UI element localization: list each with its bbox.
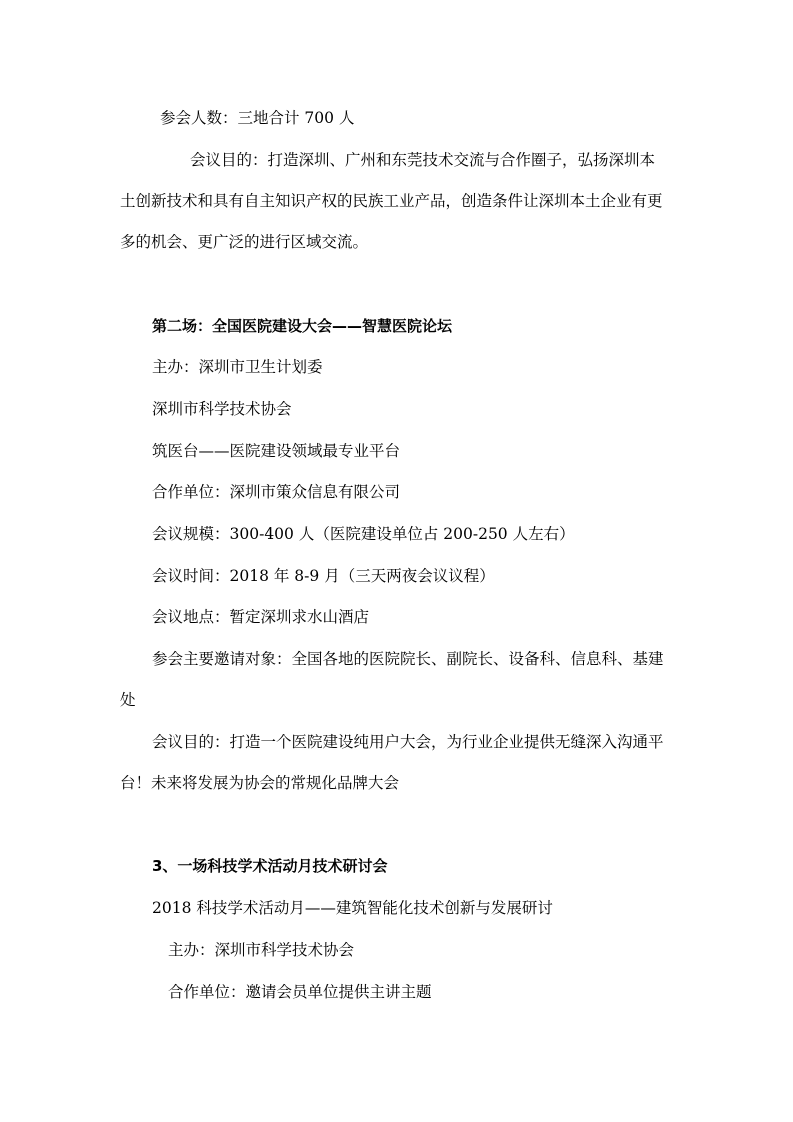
section2-heading: 第二场：全国医院建设大会——智慧医院论坛 bbox=[152, 317, 453, 335]
section2-purpose-line2: 台！未来将发展为协会的常规化品牌大会 bbox=[120, 774, 400, 792]
section3-partner: 合作单位：邀请会员单位提供主讲主题 bbox=[168, 983, 432, 1001]
section2-scale: 会议规模：300-400 人（医院建设单位占 200-250 人左右） bbox=[152, 525, 575, 543]
section2-purpose-line1: 会议目的：打造一个医院建设纯用户大会，为行业企业提供无缝深入沟通平 bbox=[152, 733, 664, 751]
section2-partner: 合作单位：深圳市策众信息有限公司 bbox=[152, 483, 401, 501]
section3-organizer: 主办：深圳市科学技术协会 bbox=[168, 941, 355, 959]
section3-title: 2018 科技学术活动月——建筑智能化技术创新与发展研讨 bbox=[152, 899, 553, 917]
section2-invitees-line1: 参会主要邀请对象：全国各地的医院院长、副院长、设备科、信息科、基建 bbox=[152, 650, 664, 668]
section2-time: 会议时间：2018 年 8-9 月（三天两夜会议议程） bbox=[152, 567, 495, 585]
section1-purpose-line3: 多的机会、更广泛的进行区域交流。 bbox=[120, 233, 369, 251]
section2-organizer: 主办：深圳市卫生计划委 bbox=[152, 358, 323, 376]
section2-organizer2: 深圳市科学技术协会 bbox=[152, 400, 292, 418]
attendance-text: 参会人数：三地合计 700 人 bbox=[160, 109, 355, 127]
section2-invitees-line2: 处 bbox=[120, 691, 136, 709]
section1-purpose-line2: 土创新技术和具有自主知识产权的民族工业产品，创造条件让深圳本土企业有更 bbox=[120, 192, 663, 210]
section2-platform: 筑医台——医院建设领域最专业平台 bbox=[152, 442, 401, 460]
section1-purpose-line1: 会议目的：打造深圳、广州和东莞技术交流与合作圈子，弘扬深圳本 bbox=[190, 151, 656, 169]
section3-heading: 3、一场科技学术活动月技术研讨会 bbox=[152, 857, 388, 875]
section2-location: 会议地点：暂定深圳求水山酒店 bbox=[152, 608, 370, 626]
